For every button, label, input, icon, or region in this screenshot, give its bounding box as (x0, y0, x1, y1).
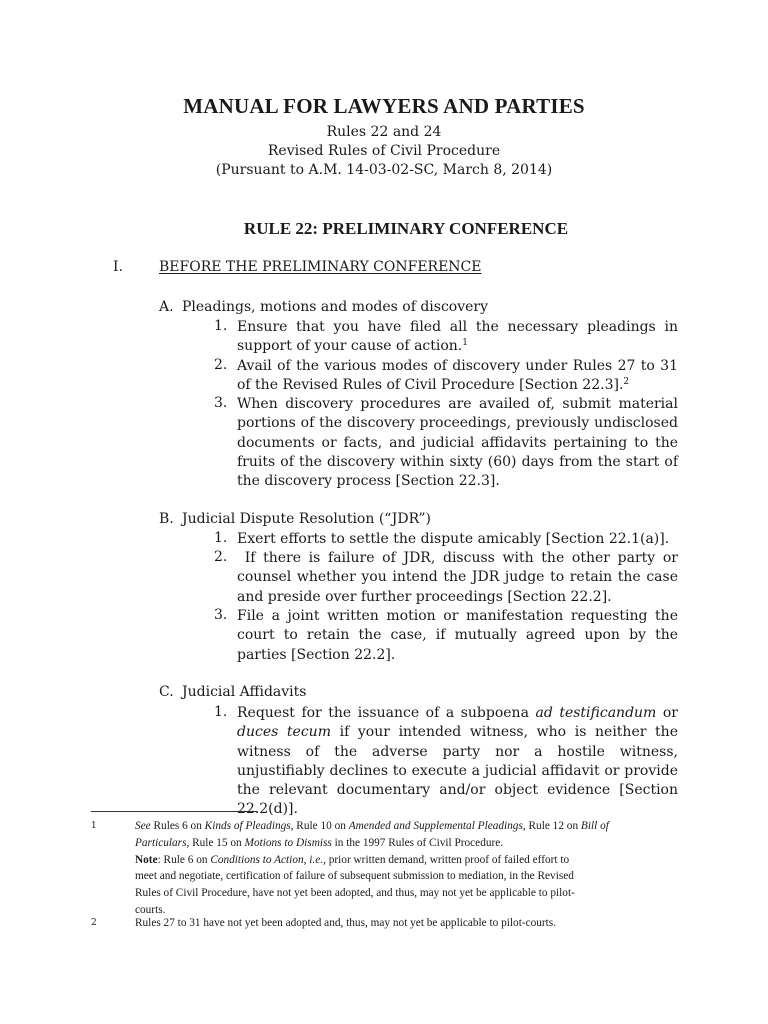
footnote-ref-1[interactable]: 1 (462, 338, 468, 349)
item-number: 3. (214, 607, 228, 623)
footnote-1: See Rules 6 on Kinds of Pleadings, Rule 10 on Amended and Supplemental Pleadings, Rule 12 on Bill of Particulars, Rule 15 on Motions to Dismiss in the 1997 Rules of Civil Procedure. Note: Rule 6 on Conditions to Action, i.e., prior written demand, written proof of failed effort to meet and negotiate, certification of failure of subsequent submission to mediation, in the Revised Rules of Civil Procedure, have not yet been adopted, and thus, may not yet be applicable to pilot- courts. (135, 820, 609, 916)
item-number: 1. (214, 318, 228, 334)
rule-22-heading (0, 219, 768, 239)
subsection-a-title: Pleadings, motions and modes of discovery (182, 299, 489, 315)
manual-title: MANUAL FOR LAWYERS AND PARTIES (183, 94, 585, 118)
item-text: If there is failure of JDR, discuss with the other party or counsel whether you intend the JDR judge to retain the case and preside over further proceedings [Section 22.2]. (237, 550, 683, 605)
item-number: 2. (214, 357, 228, 373)
item-text: When discovery procedures are availed of, submit material portions of the discovery proceedings, previously undisclosed documents or facts, and judicial affidavits pertaining to the fruits of the discovery within sixty (60) days from the start of the discovery process [Section 22.3]. (237, 396, 678, 490)
subsection-c-title: Judicial Affidavits (182, 684, 307, 700)
item-text: File a joint written motion or manifestation requesting the court to retain the case, if mutually agreed upon by the parties [Section 22.2]. (237, 608, 678, 663)
subsection-a-letter: A. (159, 299, 174, 315)
item-text: Ensure that you have filed all the necessary pleadings in support of your cause of action.$^1$ (237, 319, 678, 355)
item-number: 1. (214, 530, 228, 546)
item-number: 2. (214, 549, 228, 565)
footnote-number-1: 1 (91, 821, 97, 831)
subsection-c-letter: C. (159, 684, 174, 700)
rules-subtitle: Rules 22 and 24 (326, 124, 442, 140)
pursuant-subtitle: (Pursuant to A.M. 14-03-02-SC, March 8, 2014) (215, 162, 553, 178)
section-number: I. (113, 259, 123, 275)
item-number: 3. (214, 395, 228, 411)
rule-title: : PRELIMINARY CONFERENCE (312, 219, 569, 238)
item-text: Avail of the various modes of discovery under Rules 27 to 31 of the Revised Rules of Civil Procedure [Section 22.3].$^2$ (237, 358, 678, 394)
footnote-2: Rules 27 to 31 have not yet been adopted and, thus, may not yet be applicable to pilot-courts. (135, 917, 557, 929)
footnote-ref-2[interactable]: 2 (623, 377, 630, 388)
section-title: BEFORE THE PRELIMINARY CONFERENCE (159, 259, 482, 275)
subsection-b-letter: B. (159, 511, 174, 527)
item-text: Exert efforts to settle the dispute amicably [Section 22.1(a)]. (237, 531, 670, 547)
item-text: Request for the issuance of a subpoena ad testificandum or duces tecum if your intended witness, who is neither the witness of the adverse party nor a hostile witness, unjustifiably declines to execute a judicial affidavit or provide the relevant documentary and/or object evidence [Section 22.2(d)]. (237, 705, 678, 818)
rule-label: RULE 22 (243, 219, 313, 238)
item-number: 1. (214, 704, 228, 720)
procedure-subtitle: Revised Rules of Civil Procedure (267, 143, 501, 159)
footnote-divider (91, 811, 257, 812)
footnote-number-2: 2 (91, 918, 97, 928)
subsection-b-title: Judicial Dispute Resolution (“JDR”) (182, 511, 431, 527)
